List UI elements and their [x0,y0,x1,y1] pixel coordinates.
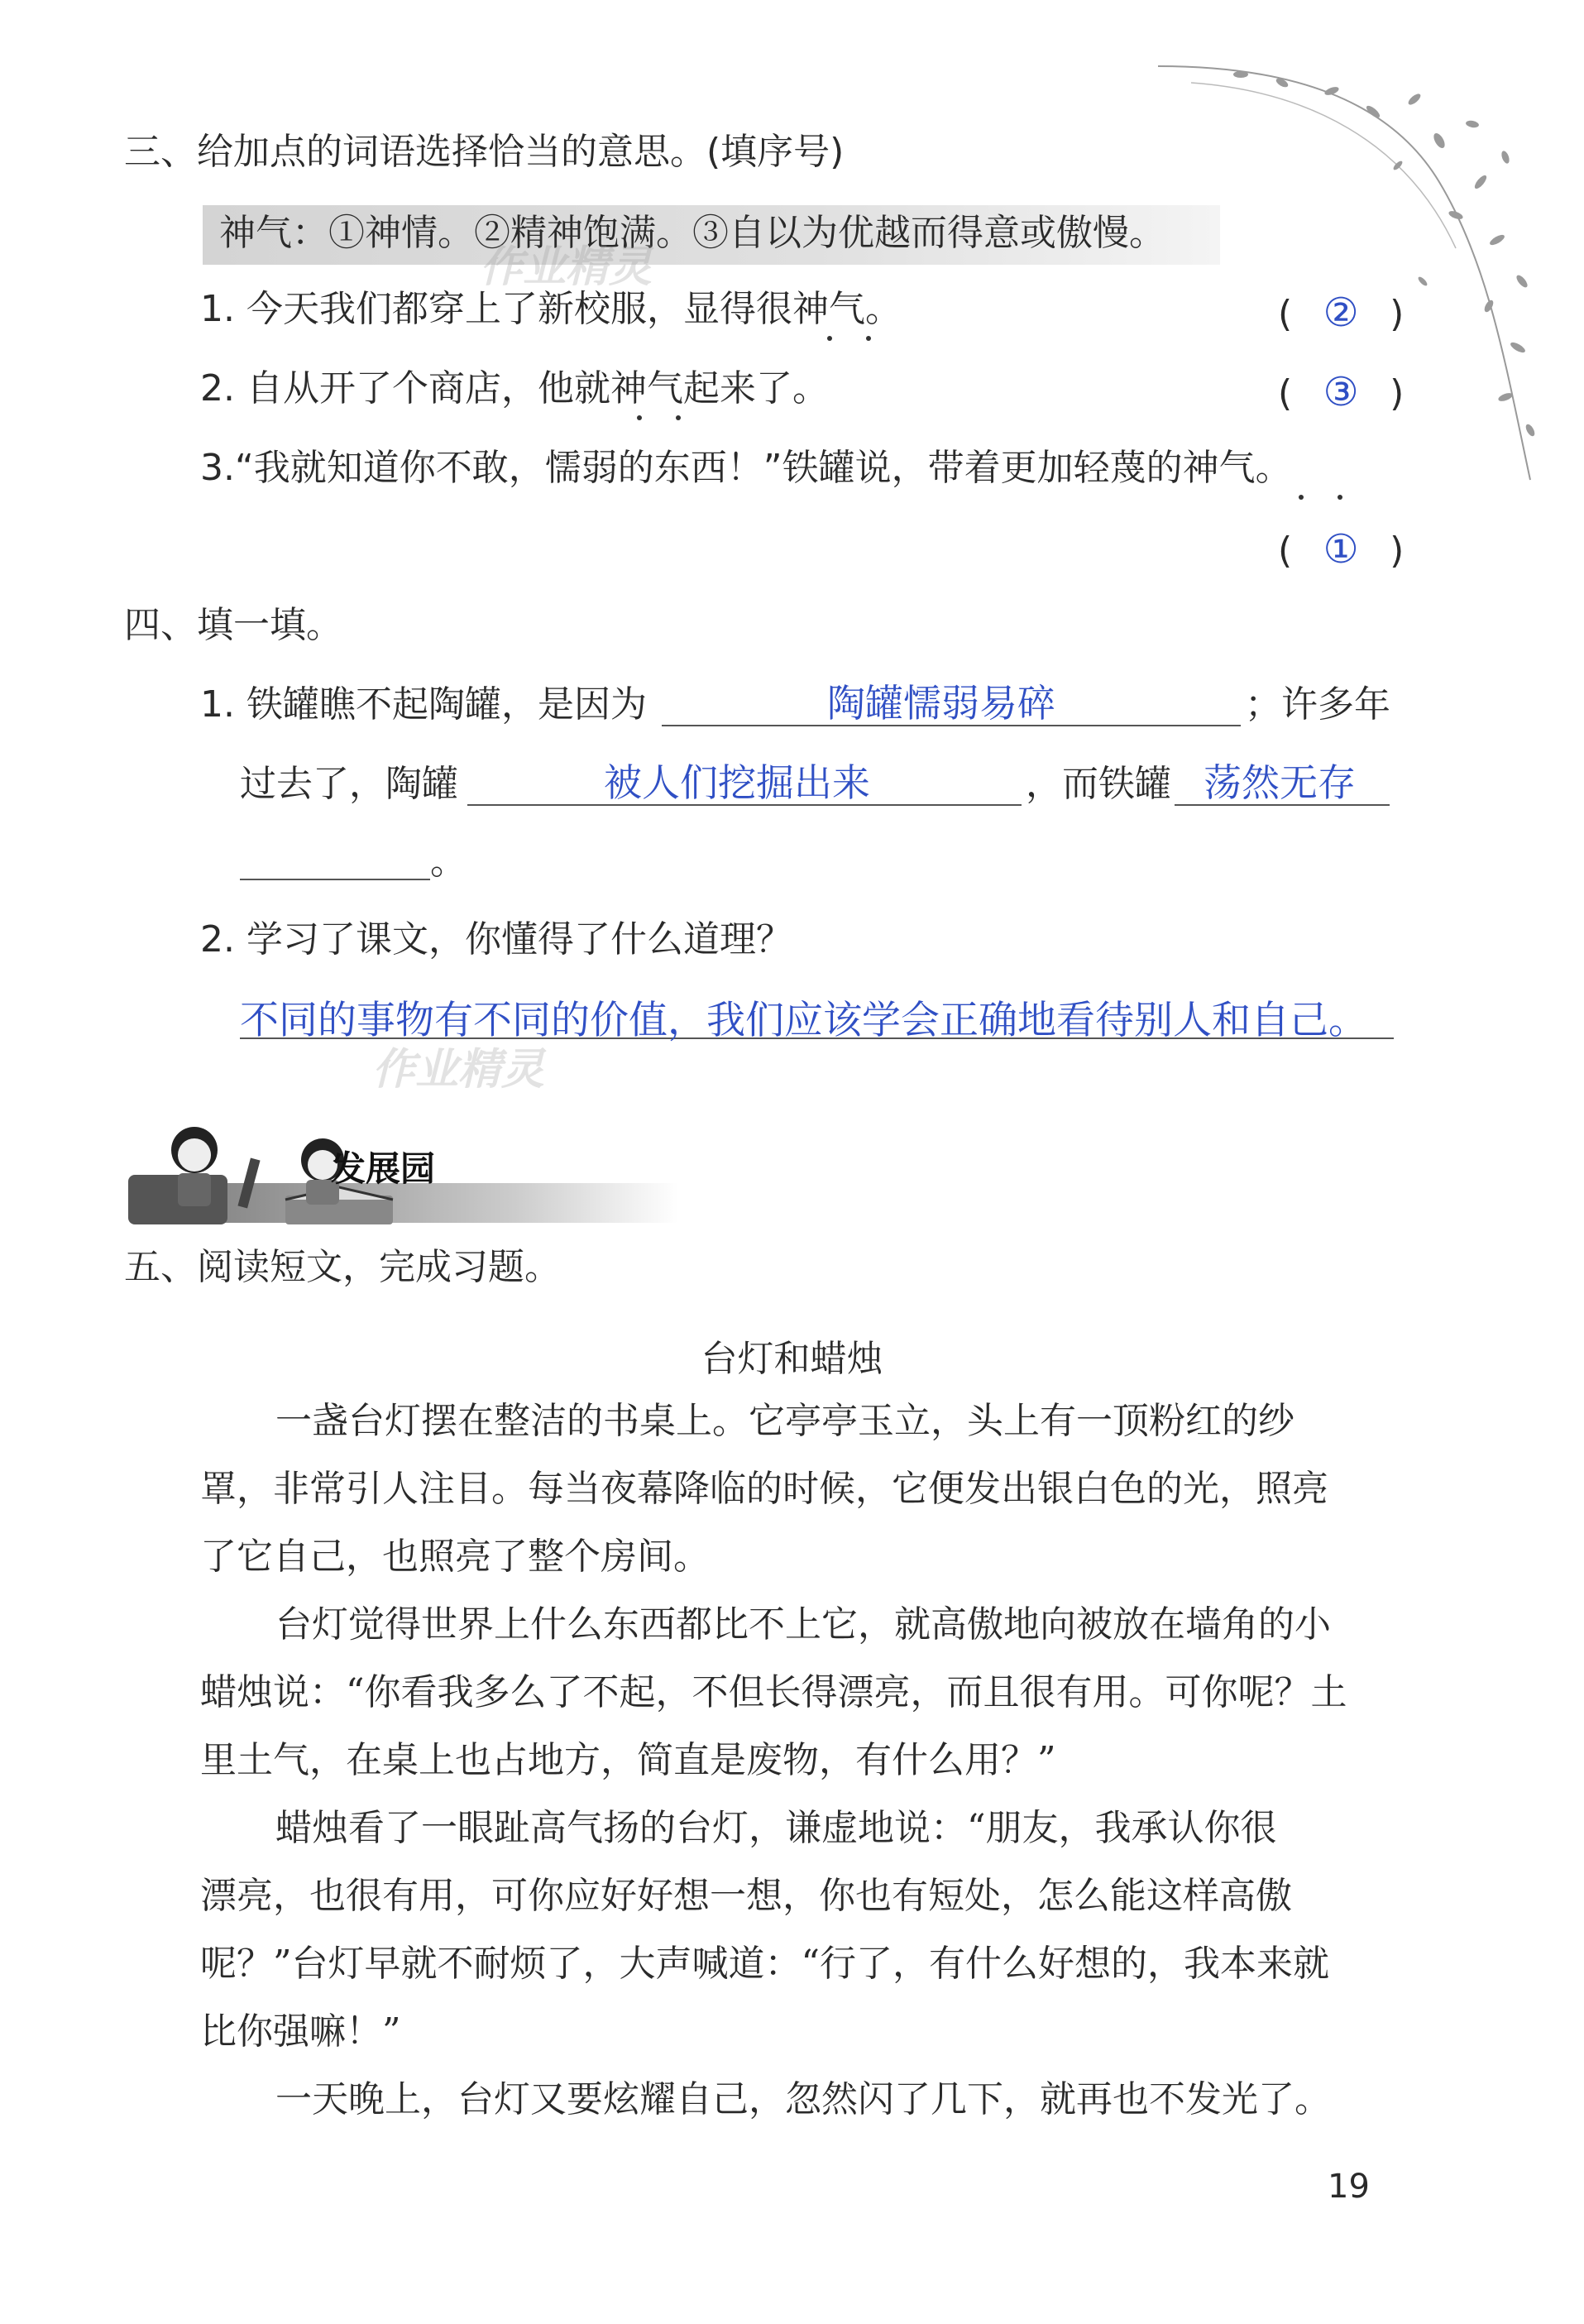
q1-part5: 。 [430,841,467,883]
answer-paren-2: ( ③ ) [1278,369,1405,415]
fill-line-4 [240,879,430,880]
section3-heading: 三、给加点的词语选择恰当的意思。(填序号) [124,131,845,173]
answer-3[interactable]: ① [1323,526,1359,573]
story-line: 里土气，在桌上也占地方，简直是废物，有什么用？” [200,1739,1056,1781]
story-line: 呢？”台灯早就不耐烦了，大声喊道：“行了，有什么好想的，我本来就 [200,1943,1329,1985]
fill-answer-3[interactable]: 荡然无存 [1204,760,1356,805]
fill-answer-2[interactable]: 被人们挖掘出来 [604,760,870,805]
q1-part3: 过去了，陶罐 [240,763,458,805]
q1-part2: ；许多年 [1245,683,1390,726]
story-line: 台灯觉得世界上什么东西都比不上它，就高傲地向被放在墙角的小 [275,1603,1331,1646]
answer-paren-3: ( ① ) [1278,526,1405,573]
decorative-leaves [1141,33,1555,496]
section3-item-1: 1. 今天我们都穿上了新校服，显得很神气。 [200,288,902,330]
emphasis-dot [866,336,871,341]
watermark: 作业精灵 [480,242,653,292]
emphasis-dot [1299,495,1304,500]
emphasis-dot [827,336,832,341]
story-line: 一盏台灯摆在整洁的书桌上。它亭亭玉立，头上有一顶粉红的纱 [275,1400,1294,1442]
section3-item-2: 2. 自从开了个商店，他就神气起来了。 [200,367,829,410]
page-number: 19 [1328,2168,1370,2206]
emphasis-dot [1338,495,1342,500]
answer-paren-1: ( ② ) [1278,290,1405,336]
answer-1[interactable]: ② [1323,290,1359,336]
q1-part1: 1. 铁罐瞧不起陶罐，是因为 [200,683,647,726]
section4-heading: 四、填一填。 [124,604,342,646]
story-line: 漂亮，也很有用，可你应好好想一想，你也有短处，怎么能这样高傲 [200,1875,1292,1917]
story-line: 蜡烛看了一眼趾高气扬的台灯，谦虚地说：“朋友，我承认你很 [275,1807,1277,1849]
story-line: 罩，非常引人注目。每当夜幕降临的时候，它便发出银白色的光，照亮 [200,1468,1328,1510]
story-line: 了它自己，也照亮了整个房间。 [200,1536,710,1578]
watermark: 作业精灵 [372,1045,545,1095]
section3-item-3: 3.“我就知道你不敢，懦弱的东西！”铁罐说，带着更加轻蔑的神气。 [200,447,1292,489]
story-line: 一天晚上，台灯又要炫耀自己，忽然闪了几下，就再也不发光了。 [275,2078,1331,2120]
answer-2[interactable]: ③ [1323,369,1359,415]
story-line: 蜡烛说：“你看我多么了不起，不但长得漂亮，而且很有用。可你呢？土 [200,1671,1347,1713]
section5-heading: 五、阅读短文，完成习题。 [124,1246,561,1288]
story-line: 比你强嘛！” [200,2010,401,2053]
q1-part4: ，而铁罐 [1026,763,1171,805]
fill-answer-1[interactable]: 陶罐懦弱易碎 [827,681,1055,726]
q2-question: 2. 学习了课文，你懂得了什么道理？ [200,918,792,961]
banner-title: 发展园 [331,1148,436,1189]
q2-answer[interactable]: 不同的事物有不同的价值，我们应该学会正确地看待别人和自己。 [240,998,1367,1043]
definition-text: 神气：①神情。②精神饱满。③自以为优越而得意或傲慢。 [219,212,1165,254]
emphasis-dot [637,415,642,420]
emphasis-dot [676,415,681,420]
story-title: 台灯和蜡烛 [701,1338,883,1380]
